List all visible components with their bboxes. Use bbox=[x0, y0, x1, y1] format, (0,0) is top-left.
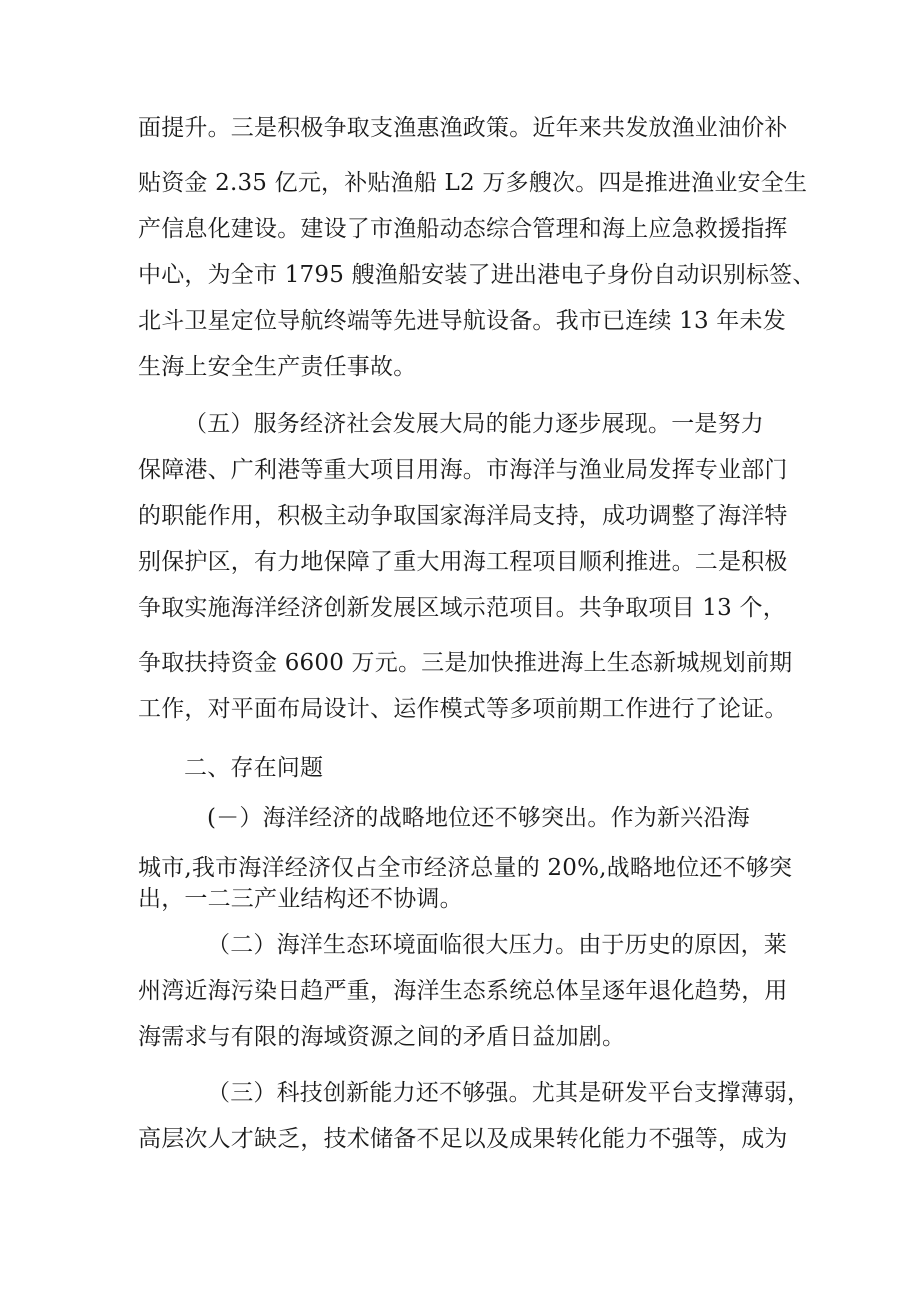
text-line: 出，一二三产业结构还不协调。 bbox=[138, 886, 463, 912]
text-line: 高层次人才缺乏，技术储备不足以及成果转化能力不强等，成为 bbox=[138, 1126, 788, 1152]
paragraph-heading: （二）海洋生态环境面临很大压力。由于历史的原因，莱 bbox=[207, 932, 787, 958]
text-line: 北斗卫星定位导航终端等先进导航设备。我市已连续 13 年未发 bbox=[138, 308, 786, 334]
text-line: 的职能作用，积极主动争取国家海洋局支持，成功调整了海洋特 bbox=[138, 503, 788, 529]
text-line: 生海上安全生产责任事故。 bbox=[138, 354, 417, 380]
text-line: 面提升。三是积极争取支渔惠渔政策。近年来共发放渔业油价补 bbox=[138, 115, 788, 141]
text-line: 别保护区，有力地保障了重大用海工程项目顺利推进。二是积极 bbox=[138, 549, 788, 575]
text-line: 争取扶持资金 6600 万元。三是加快推进海上生态新城规划前期 bbox=[138, 650, 793, 676]
text-line: 工作，对平面布局设计、运作模式等多项前期工作进行了论证。 bbox=[138, 696, 788, 722]
text-line: 贴资金 2.35 亿元，补贴渔船 L2 万多艘次。四是推进渔业安全生 bbox=[138, 170, 808, 196]
text-line: 州湾近海污染日趋严重，海洋生态系统总体呈逐年退化趋势，用 bbox=[138, 978, 788, 1004]
paragraph-heading: (－）海洋经济的战略地位还不够突出。作为新兴沿海 bbox=[207, 805, 750, 831]
paragraph-heading: （五）服务经济社会发展大局的能力逐步展现。一是努力 bbox=[184, 411, 764, 437]
text-line: 产信息化建设。建设了市渔船动态综合管理和海上应急救援指挥 bbox=[138, 216, 788, 242]
section-heading: 二、存在问题 bbox=[184, 755, 324, 781]
text-line: 海需求与有限的海域资源之间的矛盾日益加剧。 bbox=[138, 1024, 626, 1050]
text-line: 保障港、广利港等重大项目用海。市海洋与渔业局发挥专业部门 bbox=[138, 457, 788, 483]
text-line: 城市,我市海洋经济仅占全市经济总量的 20%,战略地位还不够突 bbox=[138, 855, 793, 881]
paragraph-heading: （三）科技创新能力还不够强。尤其是研发平台支撑薄弱， bbox=[207, 1080, 811, 1106]
text-line: 争取实施海洋经济创新发展区域示范项目。共争取项目 13 个， bbox=[138, 595, 786, 621]
text-line: 中心，为全市 1795 艘渔船安装了进出港电子身份自动识别标签、 bbox=[138, 262, 816, 288]
